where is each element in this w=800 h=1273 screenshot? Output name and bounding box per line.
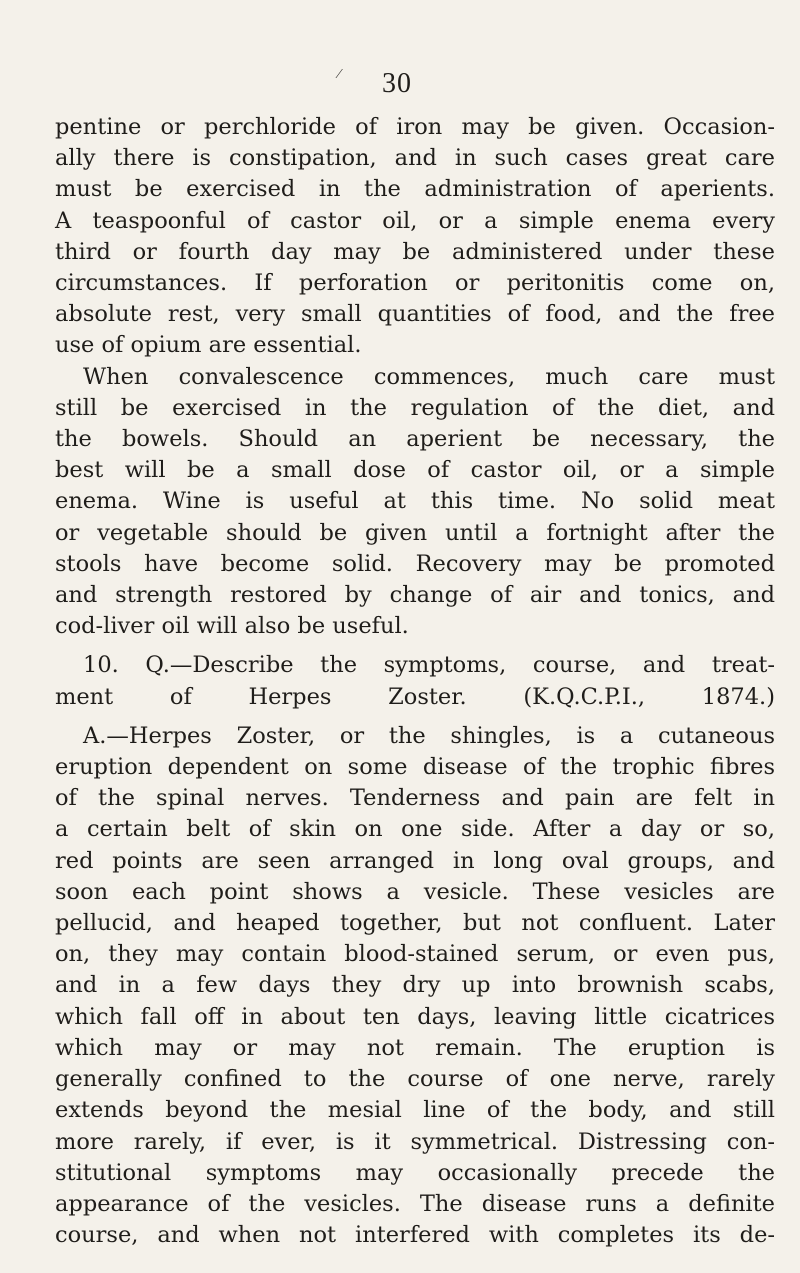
- answer-line: more rarely, if ever, is it symmetrical. Distressing con-: [55, 1128, 775, 1155]
- text-line: third or fourth day may be administered under these: [55, 238, 775, 265]
- page-mark: ⁄: [338, 67, 341, 82]
- answer-line: pellucid, and heaped together, but not confluent. Later: [55, 910, 775, 937]
- body-text: [55, 112, 775, 1251]
- text-line: pentine or perchloride of iron may be given. Occasion-: [55, 114, 775, 140]
- text-line: the bowels. Should an aperient be necessary, the: [55, 426, 775, 453]
- text-line: stools have become solid. Recovery may be promoted: [55, 550, 775, 577]
- text-line: absolute rest, very small quantities of food, and the free: [55, 301, 775, 328]
- paragraph-gap: [55, 713, 775, 721]
- page-number: 30: [382, 68, 412, 99]
- answer-line: stitutional symptoms may occasionally precede the: [55, 1159, 775, 1186]
- text-line: use of opium are essential.: [55, 332, 362, 359]
- answer-line: extends beyond the mesial line of the body, and still: [55, 1097, 775, 1124]
- text-line: best will be a small dose of castor oil, or a simple: [55, 457, 775, 484]
- answer-line: course, and when not interfered with completes its de-: [55, 1222, 775, 1249]
- answer-line: soon each point shows a vesicle. These vesicles are: [55, 878, 775, 905]
- answer-line: A.—Herpes Zoster, or the shingles, is a cutaneous: [83, 722, 775, 749]
- text-line: still be exercised in the regulation of the diet, and: [55, 394, 775, 421]
- answer-line: red points are seen arranged in long oval groups, and: [55, 847, 775, 874]
- question-line: ment of Herpes Zoster. (K.Q.C.P.I., 1874.): [55, 683, 775, 710]
- answer-line: of the spinal nerves. Tenderness and pain are felt in: [55, 785, 775, 812]
- text-line: When convalescence commences, much care must: [83, 363, 775, 390]
- text-line: ally there is constipation, and in such cases great care: [55, 145, 775, 172]
- answer-line: appearance of the vesicles. The disease runs a definite: [55, 1190, 775, 1217]
- answer-line: generally confined to the course of one nerve, rarely: [55, 1066, 775, 1093]
- paragraph-treatment: [55, 112, 775, 362]
- answer-line: which fall off in about ten days, leaving little cicatrices: [55, 1003, 775, 1030]
- answer-line: which may or may not remain. The eruption is: [55, 1034, 775, 1061]
- question-paragraph: [55, 650, 775, 712]
- answer-paragraph: [55, 721, 775, 1251]
- paragraph-convalescence: [55, 362, 775, 643]
- text-line: circumstances. If perforation or peritonitis come on,: [55, 270, 775, 297]
- text-line: enema. Wine is useful at this time. No solid meat: [55, 488, 775, 515]
- answer-line: a certain belt of skin on one side. After a day or so,: [55, 816, 775, 843]
- answer-line: on, they may contain blood-stained serum, or even pus,: [55, 941, 775, 968]
- answer-line: eruption dependent on some disease of the trophic fibres: [55, 754, 775, 781]
- question-line: 10. Q.—Describe the symptoms, course, and treat-: [83, 652, 775, 679]
- text-line: A teaspoonful of castor oil, or a simple enema every: [55, 207, 775, 234]
- text-line: cod-liver oil will also be useful.: [55, 613, 409, 640]
- text-line: or vegetable should be given until a fortnight after the: [55, 519, 775, 546]
- text-line: and strength restored by change of air and tonics, and: [55, 582, 775, 609]
- answer-line: and in a few days they dry up into brownish scabs,: [55, 972, 775, 999]
- paragraph-gap: [55, 642, 775, 650]
- text-line: must be exercised in the administration of aperients.: [55, 176, 775, 203]
